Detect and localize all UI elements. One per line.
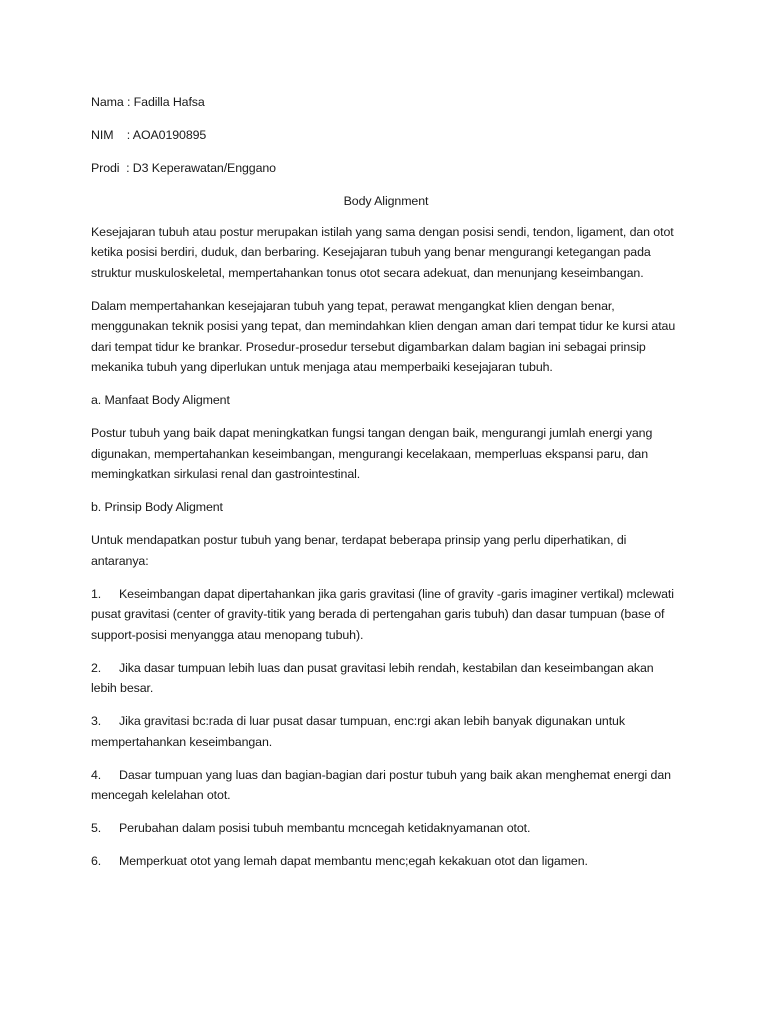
paragraph-principles-intro: Untuk mendapatkan postur tubuh yang benar, terdapat beberapa prinsip yang perlu diperhatikan, di antaranya: xyxy=(91,533,627,568)
list-item-text: Memperkuat otot yang lemah dapat membantu menc;egah kekakuan otot dan ligamen. xyxy=(119,854,588,868)
list-item xyxy=(91,851,681,872)
student-nim: NIM : AOA0190895 xyxy=(91,128,207,142)
list-item xyxy=(91,658,681,699)
list-item-number: 6. xyxy=(91,854,102,868)
section-heading-principles: b. Prinsip Body Aligment xyxy=(91,500,223,514)
list-item-number: 1. xyxy=(91,586,102,601)
list-item-text: Jika gravitasi bc:rada di luar pusat dasar tumpuan, enc:rgi akan lebih banyak digunakan untuk mempertahankan keseimbangan. xyxy=(91,714,625,749)
paragraph-intro: Kesejajaran tubuh atau postur merupakan istilah yang sama dengan posisi sendi, tendon, ligament, dan otot ketika posisi berdiri, duduk, dan berbaring. Kesejajaran tubuh yang benar mengurangi ketegangan pada struktur muskuloskeletal, mempertahankan tonus otot secara adekuat, dan menunjang keseimbangan. xyxy=(91,224,674,280)
list-item-text: Keseimbangan dapat dipertahankan jika garis gravitasi (line of gravity -garis imaginer vertikal) mclewati pusat gravitasi (center of gravity-titik yang berada di pertengahan garis tubuh) dan dasar tumpuan (base of support-posisi menyangga atau menopang tubuh). xyxy=(91,586,674,642)
list-item-number: 4. xyxy=(91,767,102,782)
paragraph-benefits: Postur tubuh yang baik dapat meningkatkan fungsi tangan dengan baik, mengurangi jumlah energi yang digunakan, mempertahankan keseimbangan, mengurangi kecelakaan, memperluas ekspansi paru, dan memingkatkan sirkulasi renal dan gastrointestinal. xyxy=(91,426,653,481)
student-name: Nama : Fadilla Hafsa xyxy=(91,95,205,109)
list-item-text: Jika dasar tumpuan lebih luas dan pusat gravitasi lebih rendah, kestabilan dan keseimbangan akan lebih besar. xyxy=(91,660,654,695)
list-item-number: 2. xyxy=(91,660,102,675)
list-item xyxy=(91,818,681,839)
list-item xyxy=(91,765,681,806)
list-item-text: Perubahan dalam posisi tubuh membantu mcncegah ketidaknyamanan otot. xyxy=(119,821,531,835)
document-body xyxy=(91,92,681,884)
list-item xyxy=(91,584,681,646)
document-title: Body Alignment xyxy=(343,194,429,208)
paragraph-maintaining: Dalam mempertahankan kesejajaran tubuh yang tepat, perawat mengangkat klien dengan benar, menggunakan teknik posisi yang tepat, dan memindahkan klien dengan aman dari tempat tidur ke kursi atau dari tempat tidur ke brankar. Prosedur-prosedur tersebut digambarkan dalam bagian ini sebagai prinsip mekanika tubuh yang diperlukan untuk menjaga atau memperbaiki kesejajaran tubuh. xyxy=(91,298,676,374)
list-item-text: Dasar tumpuan yang luas dan bagian-bagian dari postur tubuh yang baik akan menghemat energi dan mencegah kelelahan otot. xyxy=(91,767,671,802)
section-heading-benefits: a. Manfaat Body Aligment xyxy=(91,393,230,407)
student-prodi: Prodi : D3 Keperawatan/Enggano xyxy=(91,161,276,175)
list-item-number: 3. xyxy=(91,714,102,728)
list-item-number: 5. xyxy=(91,821,102,835)
list-item xyxy=(91,711,681,752)
